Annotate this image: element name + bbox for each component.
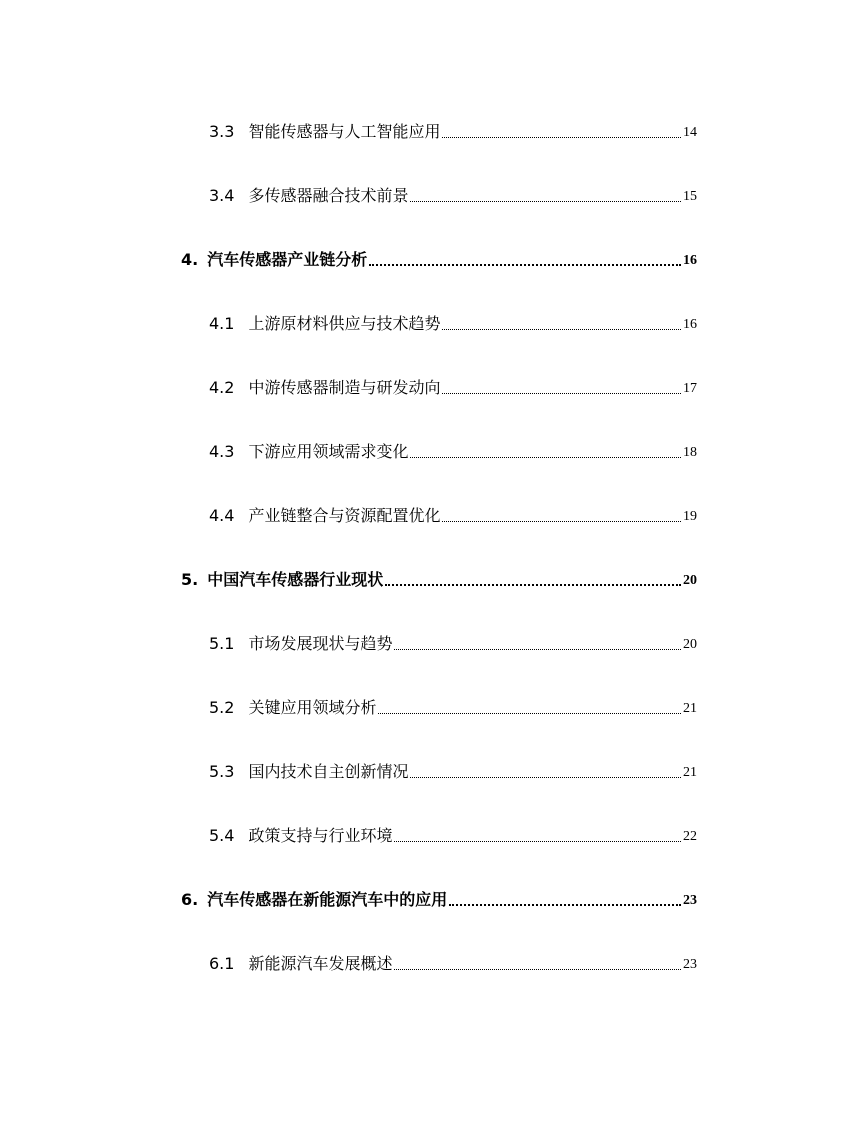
toc-entry-title: 汽车传感器在新能源汽车中的应用 xyxy=(207,890,448,909)
dot-leader xyxy=(442,392,681,394)
toc-entry-page: 21 xyxy=(683,701,697,716)
toc-entry-title: 国内技术自主创新情况 xyxy=(248,762,409,781)
toc-entry-number: 4.1 xyxy=(209,314,235,333)
toc-entry-number: 5. xyxy=(181,570,199,589)
toc-entry-page: 16 xyxy=(683,253,697,268)
dot-leader xyxy=(442,520,681,522)
toc-entry-number: 6. xyxy=(181,890,199,909)
toc-entry-title: 产业链整合与资源配置优化 xyxy=(248,506,441,525)
toc-entry-4-3[interactable] xyxy=(209,438,697,462)
toc-entry-3-3[interactable] xyxy=(209,118,697,142)
toc-entry-title: 汽车传感器产业链分析 xyxy=(207,250,368,269)
dot-leader xyxy=(394,840,681,842)
toc-entry-title: 市场发展现状与趋势 xyxy=(248,634,393,653)
toc-entry-number: 5.4 xyxy=(209,826,235,845)
toc-entry-page: 23 xyxy=(683,957,697,972)
toc-entry-page: 15 xyxy=(683,189,697,204)
toc-entry-page: 18 xyxy=(683,445,697,460)
toc-entry-4-4[interactable] xyxy=(209,502,697,526)
toc-entry-5-4[interactable] xyxy=(209,822,697,846)
toc-entry-number: 3.3 xyxy=(209,122,235,141)
toc-entry-number: 5.3 xyxy=(209,762,235,781)
toc-entry-number: 5.1 xyxy=(209,634,235,653)
toc-entry-number: 5.2 xyxy=(209,698,235,717)
toc-entry-5-3[interactable] xyxy=(209,758,697,782)
toc-entry-page: 20 xyxy=(683,573,697,588)
toc-entry-number: 4.4 xyxy=(209,506,235,525)
dot-leader xyxy=(449,903,681,906)
toc-entry-number: 6.1 xyxy=(209,954,235,973)
toc-entry-title: 下游应用领域需求变化 xyxy=(248,442,409,461)
toc-entry-title: 关键应用领域分析 xyxy=(248,698,377,717)
toc-entry-page: 17 xyxy=(683,381,697,396)
dot-leader xyxy=(410,456,681,458)
toc-entry-number: 3.4 xyxy=(209,186,235,205)
dot-leader xyxy=(378,712,681,714)
toc-entry-4[interactable] xyxy=(181,246,697,270)
toc-entry-title: 多传感器融合技术前景 xyxy=(248,186,409,205)
dot-leader xyxy=(442,136,681,138)
dot-leader xyxy=(410,200,681,202)
dot-leader xyxy=(410,776,681,778)
toc-entry-6[interactable] xyxy=(181,886,697,910)
toc-entry-title: 上游原材料供应与技术趋势 xyxy=(248,314,441,333)
toc-entry-6-1[interactable] xyxy=(209,950,697,974)
dot-leader xyxy=(385,583,681,586)
toc-entry-number: 4. xyxy=(181,250,199,269)
toc-entry-page: 22 xyxy=(683,829,697,844)
toc-entry-5-1[interactable] xyxy=(209,630,697,654)
toc-entry-number: 4.3 xyxy=(209,442,235,461)
toc-entry-page: 23 xyxy=(683,893,697,908)
toc-entry-title: 政策支持与行业环境 xyxy=(248,826,393,845)
toc-entry-4-1[interactable] xyxy=(209,310,697,334)
toc-entry-title: 智能传感器与人工智能应用 xyxy=(248,122,441,141)
toc-entry-5[interactable] xyxy=(181,566,697,590)
toc-entry-title: 中国汽车传感器行业现状 xyxy=(207,570,384,589)
toc-entry-4-2[interactable] xyxy=(209,374,697,398)
toc-entry-title: 中游传感器制造与研发动向 xyxy=(248,378,441,397)
toc-entry-page: 14 xyxy=(683,125,697,140)
toc-entry-5-2[interactable] xyxy=(209,694,697,718)
toc-entry-number: 4.2 xyxy=(209,378,235,397)
toc-entry-page: 21 xyxy=(683,765,697,780)
toc-entry-page: 20 xyxy=(683,637,697,652)
toc-entry-3-4[interactable] xyxy=(209,182,697,206)
dot-leader xyxy=(369,263,681,266)
toc-entry-page: 19 xyxy=(683,509,697,524)
toc-entry-title: 新能源汽车发展概述 xyxy=(248,954,393,973)
dot-leader xyxy=(442,328,681,330)
dot-leader xyxy=(394,968,681,970)
dot-leader xyxy=(394,648,681,650)
toc-entry-page: 16 xyxy=(683,317,697,332)
